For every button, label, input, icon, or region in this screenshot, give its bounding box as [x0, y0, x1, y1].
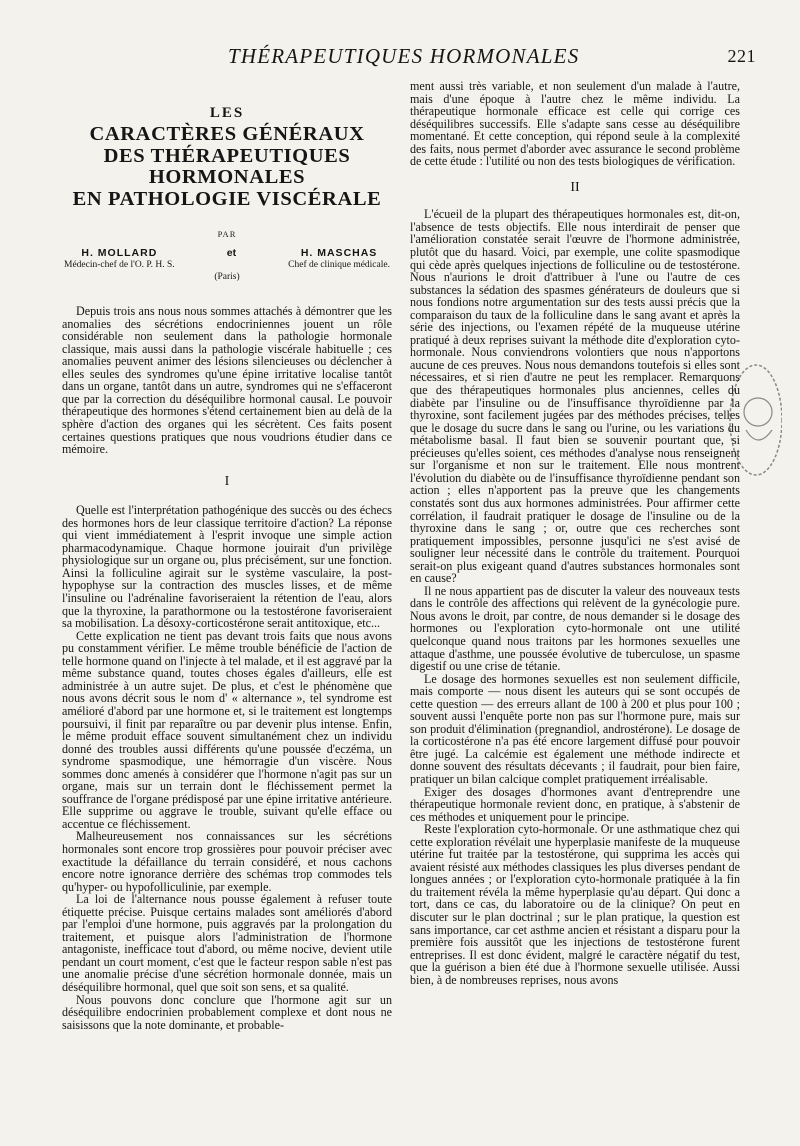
paragraph: Nous pouvons donc conclure que l'hormone agit sur un déséquilibre endocrinien probablement complexe et dont nous ne saisissons que la note dominante, et probable-: [62, 992, 392, 1032]
section-heading: I: [224, 473, 230, 489]
paragraph: Exiger des dosages d'hormones avant d'entreprendre une thérapeutique hormonale revient donc, en pratique, à s'abstenir de ces méthodes et uniquement pour le principe.: [410, 784, 740, 824]
paragraph: La loi de l'alternance nous pousse également à refuser toute étiquette précise. Puisque certains malades sont améliorés d'abord par l'emploi d'une hormone, puis aggravés par la prolongation du traitement, et puisque alors l'administration de l'hormone antagoniste, inefficace tout d'abord, ou même nocive, devient utile pendant un court moment, c'est que le facteur respon sable n'est pas une anomalie précise d'une sécrétion hormonale donnée, mais un déséquilibre hormonal, quel que soit son sens, et sa qualité.: [62, 892, 392, 994]
author-block: [62, 247, 392, 271]
paragraph: Malheureusement nos connaissances sur les sécrétions hormonales sont encore trop grossières pour pouvoir préciser avec exactitude la défaillance du terrain considéré, et nous cachons encore notre ignorance derrière des schémas trop commodes tels qu'hyper- ou hypofolliculinie, par exemple.: [62, 829, 392, 894]
author-city: (Paris): [214, 271, 240, 282]
article-title: [62, 102, 392, 210]
author-name: H. MOLLARD: [81, 246, 158, 259]
paragraph: L'écueil de la plupart des thérapeutiques hormonales est, dit-on, l'absence de tests objectifs. Elle nous interdirait de penser que l'amélioration constatée serait l'œuvre de l'hormone administrée, plutôt que du hasard. Voici, par exemple, une colite spasmodique qui cède après quelques injections de folliculine ou de testostérone. Nous n'aurions le droit d'attribuer à l'une ou l'autre de ces substances la sédation des spasmes générateurs de douleurs que si nous fondions notre argumentation sur des tests aussi précis que la comparaison du taux de la folliculine dans le sang avant et après la série des injections, ou l'examen répété de la muqueuse utérine pratiqué à deux reprises suivant la méthode dite d'exploration cyto-hormonale. Nous conviendrons volontiers que nous n'apportons aucune de ces preuves. Nous nous demandons toutefois si elles sont nécessaires, et si rien d'autre ne peut les remplacer. Remarquons que des thérapeutiques hormonales plus anciennes, celles du diabète par l'insuline ou de l'insuffisance thyroïdienne par la thyroxine, sont facilement jugées par des méthodes précises, telles que le dosage du sucre dans le sang ou l'urine, ou les variations du métabolisme basal. Il faut bien se souvenir pourtant que, si précieuses qu'elles soient, ces méthodes d'analyse nous renseignent sur l'organisme et non sur le traitement. Elle nous montrent l'évolution du diabète ou de l'insuffisance thyroïdienne pendant son action ; elles n'apportent pas la preuve que les changements constatés sont dus aux hormones administrées. Pour affirmer cette corrélation, il faudrait pratiquer le dosage de l'insuline ou de la thyroxine dans le sang ; or, outre que ces recherches sont pratiquement impossibles, personne jusqu'ici ne s'est avisé de souligner leur nécessité dans le contrôle du traitement. Pourquoi serait-on plus exigeant quand d'autres substances hormonales sont en cause?: [410, 207, 740, 586]
author-1: [64, 247, 175, 271]
by-label: PAR: [217, 229, 237, 239]
title-line: HORMONALES: [148, 166, 306, 188]
title-line: LES: [209, 105, 245, 121]
left-column: [62, 0, 392, 1031]
paragraph: Cette explication ne tient pas devant trois faits que nous avons pu constamment vérifier. Le même trouble bénéficie de l'action de telle hormone quand on l'injecte à tel malade, et il est aggravé par la même substance quand, toutes choses égales d'ailleurs, elle est administrée à un autre sujet. De plus, et c'est le phénomène que nous avons décrit sous le nom d' « alternance », tel syndrome est amélioré d'abord par une hormone et, si le traitement est longtemps poursuivi, il finit par reparaître ou par devenir plus intense. Enfin, le même produit efface souvent simultanément chez un individu donné des troubles aussi différents qu'une poussée d'eczéma, un syndrome spasmodique, une hémorragie d'un viscère. Nous sommes donc amenés à considérer que l'hormone n'agit pas sur un organe, mais sur un terrain dont le fléchissement permet la souffrance de l'organe prédisposé par une épine irritative antérieure. Elle supprime ou aggrave le trouble, suivant qu'elle efface ou accentue ce fléchissement.: [62, 628, 392, 831]
title-line: EN PATHOLOGIE VISCÉRALE: [72, 187, 382, 210]
paragraph: Quelle est l'interprétation pathogénique des succès ou des échecs des hormones hors de leur classique territoire d'action? La réponse qui vient immédiatement à l'esprit invoque une simple action pharmacodynamique. Chaque hormone jouirait d'un privilège physiologique sur un organe ou, plus précisément, sur une fonction. Ainsi la folliculine agirait sur le système vasculaire, la post-hypophyse sur la contraction des muscles lisses, et de même l'insuline ou l'adrénaline favoriseraient la rétention de l'eau, alors que la thyroxine, la parathormone ou la testostérone favoriseraient sa mobilisation. La désoxy-corticostérone serait antitoxique, etc...: [62, 503, 392, 631]
author-2: [288, 247, 390, 271]
author-role: Chef de clinique médicale.: [288, 259, 390, 270]
page-number: 221: [727, 46, 756, 66]
section-heading: II: [570, 179, 580, 195]
paragraph: Le dosage des hormones sexuelles est non seulement difficile, mais comporte — nous disent les auteurs qui se sont occupés de cette question — des erreurs allant de 100 à 200 et plus pour 100 ; souvent aussi l'enquête porte non pas sur l'hormone pure, mais sur son produit d'élimination (pregnandiol, androstérone). Le dosage de la corticostérone n'a pas été encore largement diffusé pour pouvoir être jugé. La calcémie est également une méthode indirecte et donne souvent des résultats décevants ; il faudrait, pour bien faire, pratiquer un bilan calcique complet pratiquement irréalisable.: [410, 671, 740, 786]
library-stamp-icon: [716, 360, 782, 480]
running-title: THÉRAPEUTIQUES HORMONALES: [228, 44, 580, 68]
right-column: [410, 80, 740, 986]
intro-paragraph: [62, 305, 392, 456]
paragraph: ment aussi très variable, et non seulement d'un malade à l'autre, mais d'une époque à l'autre chez le même individu. La thérapeutique hormonale efficace est celle qui corrige ces déséquilibres successifs. Elle s'adapte sans cesse au déséquilibre momentané. Et cette conception, qui répond seule à la complexité des faits, nous permet d'aborder avec assurance le second problème de cette étude : l'utilité ou non des tests biologiques de vérification.: [410, 79, 740, 169]
paragraph: Depuis trois ans nous nous sommes attachés à démontrer que les anomalies des sécrétions endocriniennes jouent un rôle considérable non seulement dans la pathologie hormonale classique, mais aussi dans la pathologie viscérale habituelle ; ces anomalies peuvent animer des lésions silencieuses ou déclencher à elles seules des syndromes qu'une épine irritative localise tantôt dans un organe, tantôt dans un autre, syndromes qui ne s'effaceront que par la correction du déséquilibre hormonal causal. Le pouvoir thérapeutique des hormones s'étend certainement bien au delà de la sphère d'action des organes qui les sécrètent. Ces faits posent certaines questions pratiques que nous voudrions étudier dans ce mémoire.: [62, 304, 392, 457]
paragraph: Reste l'exploration cyto-hormonale. Or une asthmatique chez qui cette exploration révélait une hyperplasie manifeste de la muqueuse utérine fut traitée par la testostérone, qui supprima les accès qui avaient résisté aux méthodes classiques les plus diverses pendant de longues années ; or l'exploration cyto-hormonale pratiquée à la fin du traitement révéla la même hyperplasie qu'au départ. Qui donc a tort, dans ce cas, du laboratoire ou de la clinique? On peut en discuter sur le plan doctrinal ; sur le plan pratique, la question est sans importance, car cet asthme ancien et résistant a disparu pour la première fois aussitôt que les injections de testostérone furent entreprises. Il est donc évident, malgré le caractère négatif du test, que la guérison a bien été due à l'hormone sexuelle utilisée. Aussi bien, à de nombreuses reprises, nous avons: [410, 822, 740, 987]
title-line: CARACTÈRES GÉNÉRAUX: [89, 123, 365, 145]
author-conjunction: et: [226, 246, 237, 259]
author-name: H. MASCHAS: [300, 246, 378, 259]
title-line: DES THÉRAPEUTIQUES: [103, 144, 351, 167]
paragraph: Il ne nous appartient pas de discuter la valeur des nouveaux tests dans le contrôle des affections qui relèvent de la gynécologie pure. Nous avons le droit, par contre, de nous demander si le dosage des hormones ou l'exploration cyto-hormonale ont une utilité quelconque quand nous traitons par les hormones sexuelles une attaque d'asthme, une poussée évolutive de tuberculose, un spasme digestif ou une crise de tétanie.: [410, 583, 740, 674]
author-role: Médecin-chef de l'O. P. H. S.: [64, 259, 175, 270]
